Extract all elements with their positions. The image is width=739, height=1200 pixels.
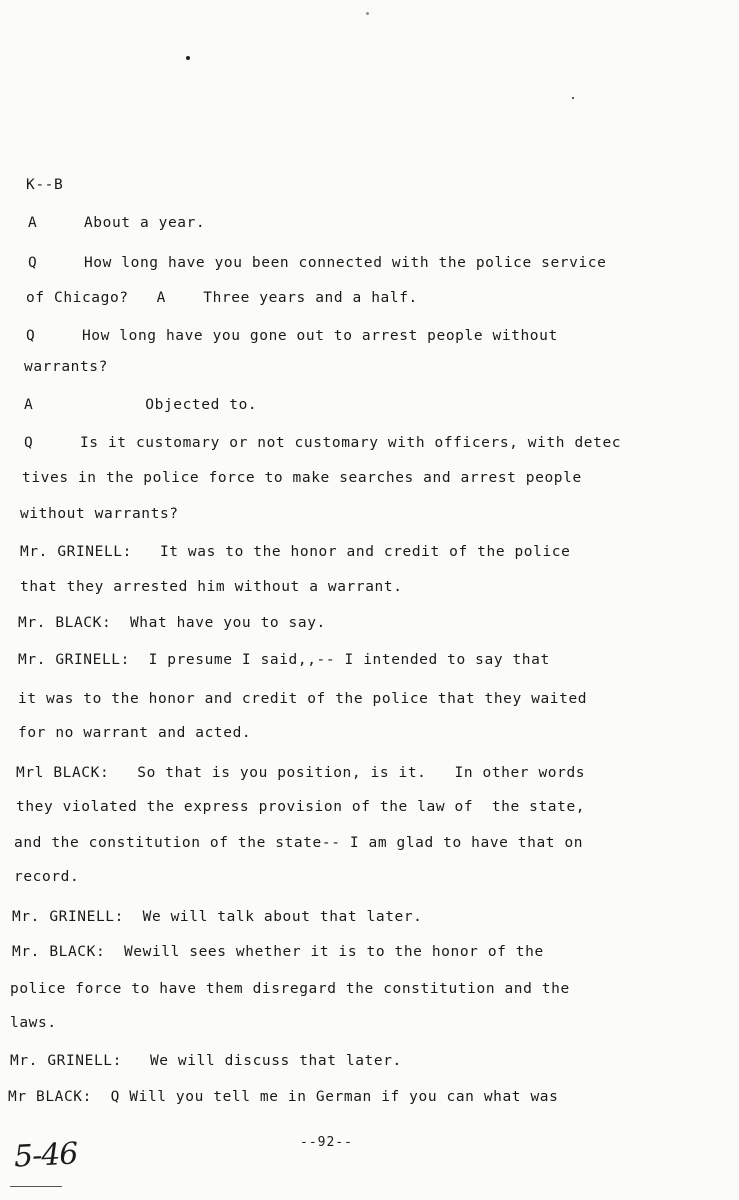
transcript-line: tives in the police force to make searches and arrest people <box>22 470 582 486</box>
transcript-line: Mr. BLACK: What have you to say. <box>18 615 326 631</box>
ink-speck <box>186 56 190 60</box>
transcript-line: laws. <box>10 1015 57 1031</box>
transcript-line: record. <box>14 869 80 885</box>
transcript-line: it was to the honor and credit of the police that they waited <box>18 691 588 707</box>
transcript-line: without warrants? <box>20 506 179 522</box>
transcript-line: Q Is it customary or not customary with officers, with detec <box>24 435 622 451</box>
transcript-line: police force to have them disregard the constitution and the <box>10 981 570 997</box>
transcript-line: that they arrested him without a warrant. <box>20 579 403 595</box>
transcript-line: Mrl BLACK: So that is you position, is it. In other words <box>16 765 586 781</box>
ink-speck <box>366 12 369 15</box>
transcript-line: of Chicago? A Three years and a half. <box>26 290 418 306</box>
transcript-line: Mr. GRINELL: We will talk about that later. <box>12 909 423 925</box>
transcript-line: Mr BLACK: Q Will you tell me in German if you can what was <box>8 1089 559 1105</box>
section-header: K--B <box>26 177 64 193</box>
transcript-line: for no warrant and acted. <box>18 725 252 741</box>
transcript-line: A About a year. <box>28 215 206 231</box>
transcript-line: Q How long have you gone out to arrest people without <box>26 328 558 344</box>
transcript-line: Mr. GRINELL: It was to the honor and credit of the police <box>20 544 571 560</box>
margin-mark <box>10 1186 62 1187</box>
ink-speck <box>572 97 574 99</box>
transcript-line: A Objected to. <box>24 397 258 413</box>
transcript-line: Mr. GRINELL: I presume I said,,-- I intended to say that <box>18 652 550 668</box>
transcript-line: they violated the express provision of the law of the state, <box>16 799 586 815</box>
transcript-line: warrants? <box>24 359 108 375</box>
transcript-line: Mr. BLACK: Wewill sees whether it is to the honor of the <box>12 944 544 960</box>
handwritten-page-number: 5-46 <box>13 1136 79 1175</box>
page-number: --92-- <box>300 1135 353 1150</box>
transcript-line: and the constitution of the state-- I am glad to have that on <box>14 835 584 851</box>
transcript-line: Mr. GRINELL: We will discuss that later. <box>10 1053 402 1069</box>
transcript-line: Q How long have you been connected with the police service <box>28 255 607 271</box>
